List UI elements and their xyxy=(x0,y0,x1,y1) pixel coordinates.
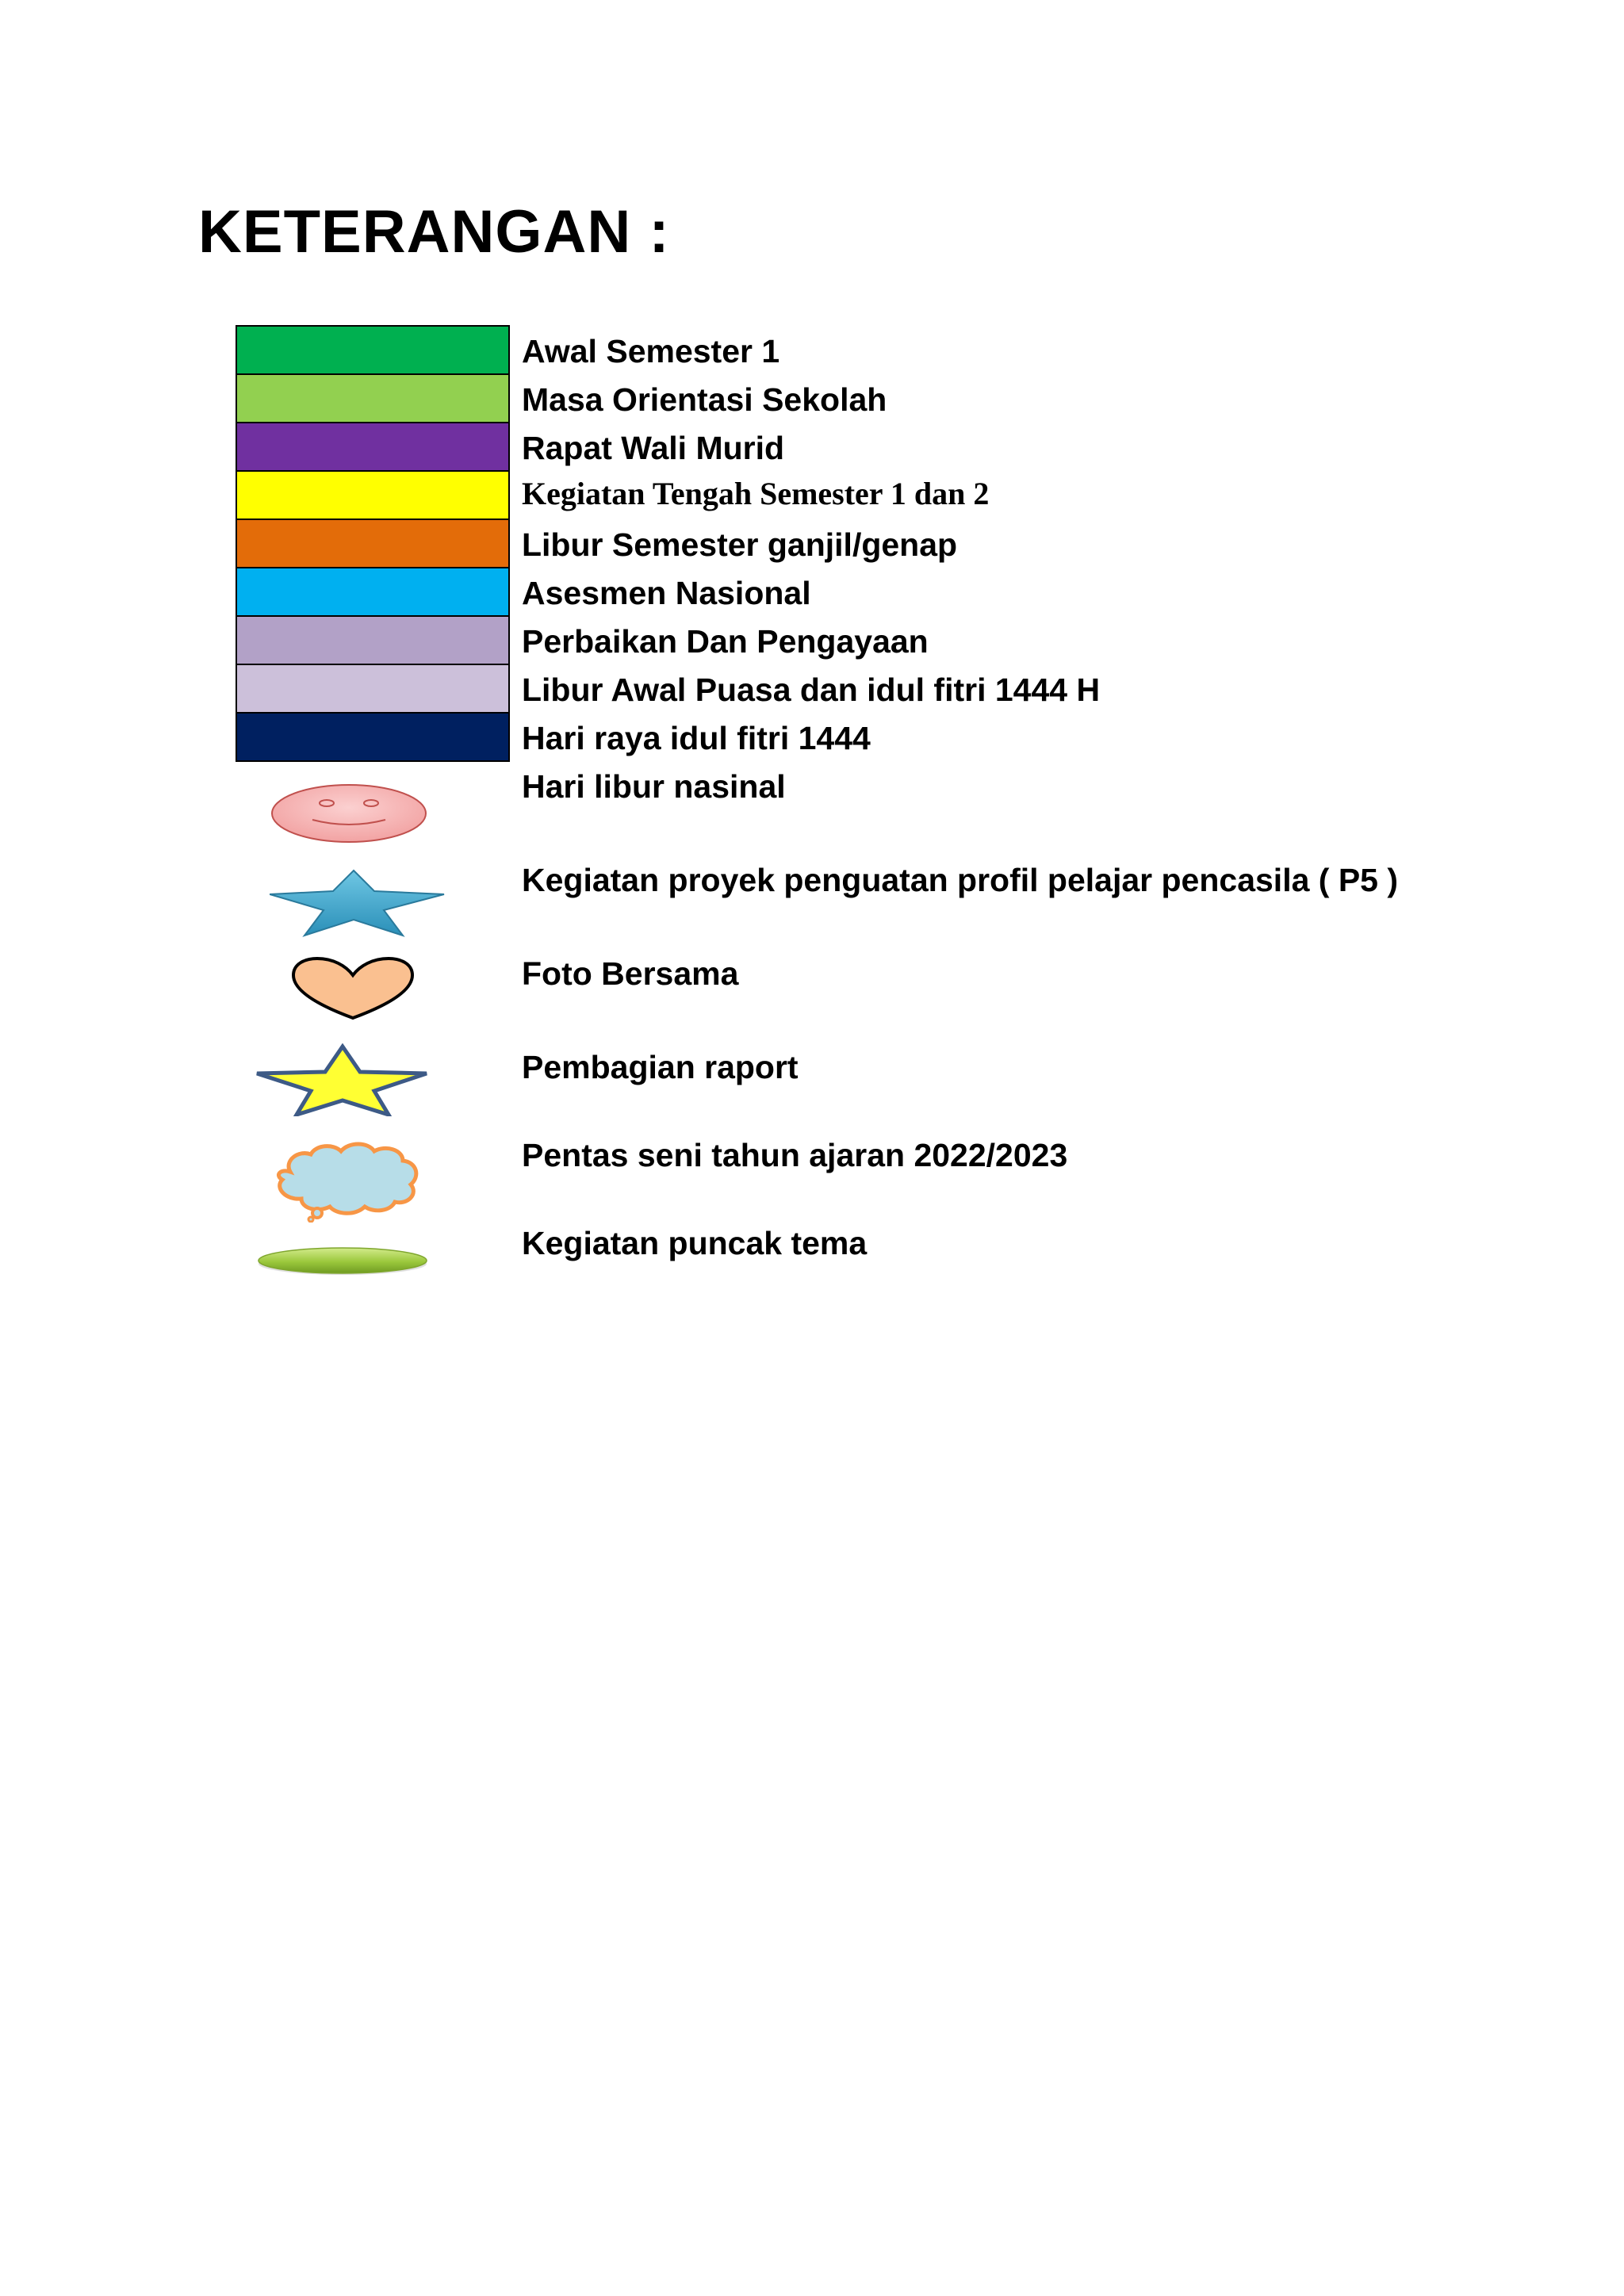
swatch-masa-orientasi xyxy=(237,375,508,423)
swatch-asesmen-nasional xyxy=(237,568,508,617)
swatch-libur-awal-puasa xyxy=(237,665,508,714)
legend-label-hari-raya: Hari raya idul fitri 1444 xyxy=(522,720,871,756)
swatch-libur-semester xyxy=(237,520,508,568)
legend-label-perbaikan-pengayaan: Perbaikan Dan Pengayaan xyxy=(522,623,929,660)
cloud-icon xyxy=(266,1140,425,1223)
legend-label-libur-awal-puasa: Libur Awal Puasa dan idul fitri 1444 H xyxy=(522,672,1101,708)
legend-label-pembagian-raport: Pembagian raport xyxy=(522,1049,799,1085)
legend-label-puncak-tema: Kegiatan puncak tema xyxy=(522,1225,868,1261)
yellow-star-icon xyxy=(254,1043,430,1116)
legend-label-foto-bersama: Foto Bersama xyxy=(522,955,739,992)
swatch-awal-semester xyxy=(237,327,508,375)
legend-label-kegiatan-p5: Kegiatan proyek penguatan profil pelajar pencasila ( P5 ) xyxy=(522,862,1399,898)
swatch-rapat-wali-murid xyxy=(237,423,508,472)
legend-label-rapat-wali-murid: Rapat Wali Murid xyxy=(522,430,785,466)
smiley-face-icon xyxy=(266,779,435,845)
color-swatch-table xyxy=(236,325,510,762)
heart-icon xyxy=(290,956,416,1021)
legend-label-kegiatan-tengah-semester: Kegiatan Tengah Semester 1 dan 2 xyxy=(522,476,990,511)
swatch-kegiatan-tengah-semester xyxy=(237,472,508,520)
legend-label-awal-semester: Awal Semester 1 xyxy=(522,333,780,369)
legend-label-masa-orientasi: Masa Orientasi Sekolah xyxy=(522,381,887,418)
green-oval-icon xyxy=(255,1243,430,1281)
swatch-hari-raya xyxy=(237,714,508,762)
legend-label-asesmen-nasional: Asesmen Nasional xyxy=(522,575,811,611)
page-title: KETERANGAN : xyxy=(198,198,670,266)
blue-star-icon xyxy=(270,869,446,937)
legend-label-libur-semester: Libur Semester ganjil/genap xyxy=(522,526,958,563)
swatch-perbaikan-pengayaan xyxy=(237,617,508,665)
legend-label-hari-libur-nasional: Hari libur nasinal xyxy=(522,768,786,805)
legend-label-pentas-seni: Pentas seni tahun ajaran 2022/2023 xyxy=(522,1137,1068,1173)
